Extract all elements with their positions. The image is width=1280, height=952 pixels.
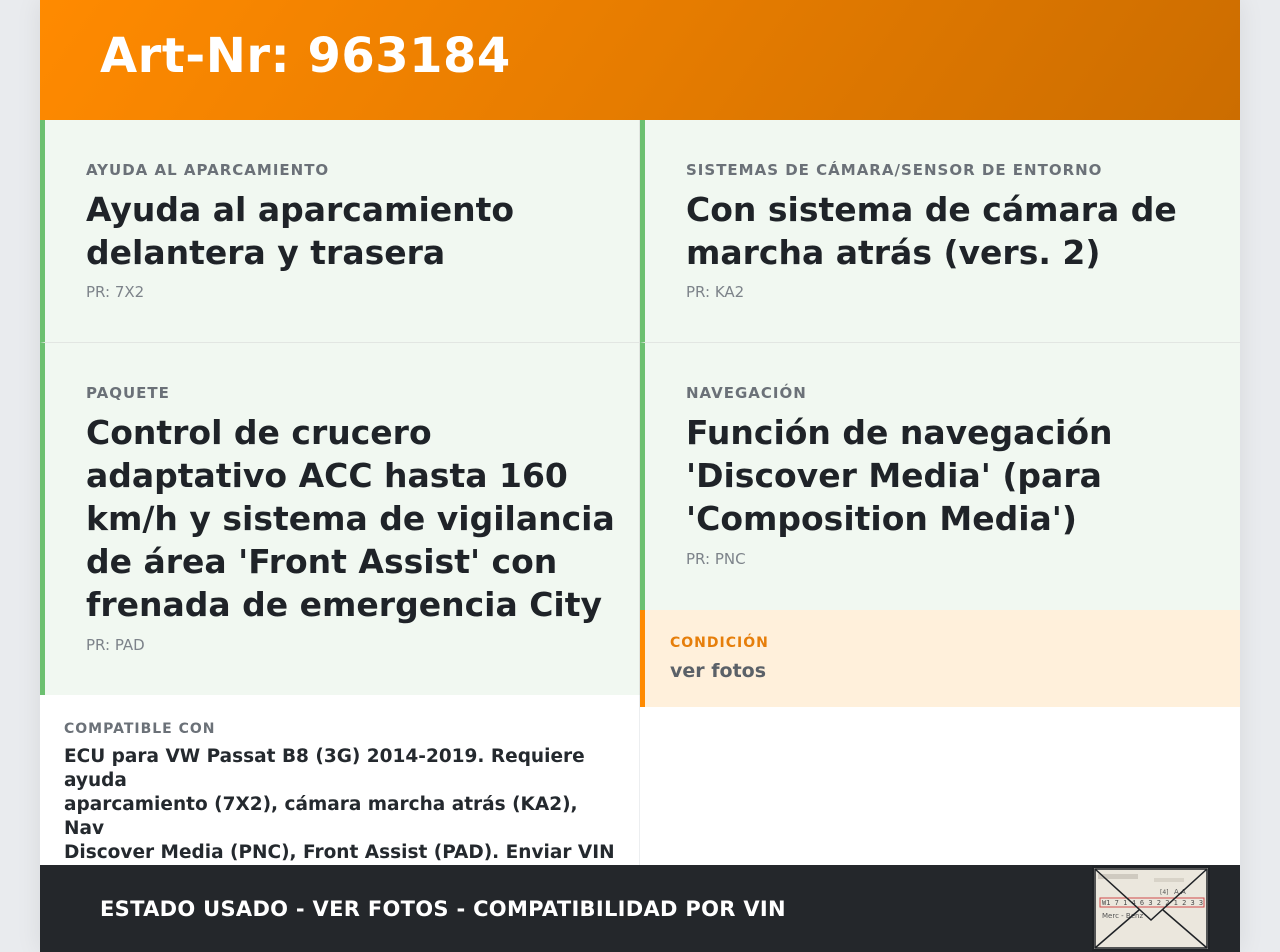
feature-card-camera bbox=[640, 120, 1240, 343]
envelope-photo-thumbnail-icon[interactable] bbox=[1092, 866, 1210, 951]
feature-card-package bbox=[40, 343, 640, 695]
compatibility-text-line: aparcamiento (7X2), cámara marcha atrás (KA2), Nav bbox=[64, 794, 578, 839]
card-value-line: marcha atrás (vers. 2) bbox=[686, 233, 1101, 272]
compatibility-text-line: Discover Media (PNC), Front Assist (PAD). Enviar VIN bbox=[64, 842, 615, 863]
card-category: AYUDA AL APARCAMIENTO bbox=[86, 161, 330, 179]
condition-box bbox=[640, 610, 1240, 707]
card-category: PAQUETE bbox=[86, 384, 170, 402]
thumb-vin-text: W1 7 1 4 6 3 2 2 1 2 3 3 bbox=[1102, 899, 1204, 907]
header-banner bbox=[40, 0, 1240, 120]
card-value-line: Ayuda al aparcamiento bbox=[86, 190, 515, 229]
compatibility-label: COMPATIBLE CON bbox=[64, 721, 216, 737]
card-value-line: de área 'Front Assist' con bbox=[86, 542, 558, 581]
spec-sheet bbox=[40, 0, 1240, 952]
condition-label: CONDICIÓN bbox=[670, 635, 769, 651]
card-category: NAVEGACIÓN bbox=[686, 384, 807, 402]
compatibility-text-line: ECU para VW Passat B8 (3G) 2014-2019. Requiere ayuda bbox=[64, 746, 585, 791]
card-value-line: Control de crucero bbox=[86, 413, 432, 452]
card-pr-code: PR: 7X2 bbox=[86, 283, 145, 301]
footer-bar bbox=[40, 865, 1240, 952]
card-pr-code: PR: PAD bbox=[86, 636, 145, 654]
card-category: SISTEMAS DE CÁMARA/SENSOR DE ENTORNO bbox=[686, 161, 1103, 179]
compatibility-box bbox=[40, 695, 640, 865]
card-pr-code: PR: KA2 bbox=[686, 283, 745, 301]
card-value-line: delantera y trasera bbox=[86, 233, 446, 272]
thumb-aa-text: A A bbox=[1174, 888, 1186, 896]
thumb-num-text: [4] bbox=[1160, 889, 1169, 896]
card-value-line: 'Discover Media' (para bbox=[686, 456, 1102, 495]
card-pr-code: PR: PNC bbox=[686, 550, 746, 568]
thumb-brand-text: Merc - Benz bbox=[1102, 912, 1144, 920]
footer-status-text: ESTADO USADO - VER FOTOS - COMPATIBILIDAD POR VIN bbox=[100, 897, 786, 921]
card-value-line: Con sistema de cámara de bbox=[686, 190, 1177, 229]
card-value-line: km/h y sistema de vigilancia bbox=[86, 499, 615, 538]
card-value-line: frenada de emergencia City bbox=[86, 585, 603, 624]
condition-value: ver fotos bbox=[670, 660, 767, 682]
article-number-title: Art-Nr: 963184 bbox=[100, 28, 511, 84]
feature-card-navigation bbox=[640, 343, 1240, 610]
card-value-line: adaptativo ACC hasta 160 bbox=[86, 456, 568, 495]
feature-card-parking bbox=[40, 120, 640, 343]
card-value-line: Función de navegación bbox=[686, 413, 1113, 452]
card-value-line: 'Composition Media') bbox=[686, 499, 1077, 538]
